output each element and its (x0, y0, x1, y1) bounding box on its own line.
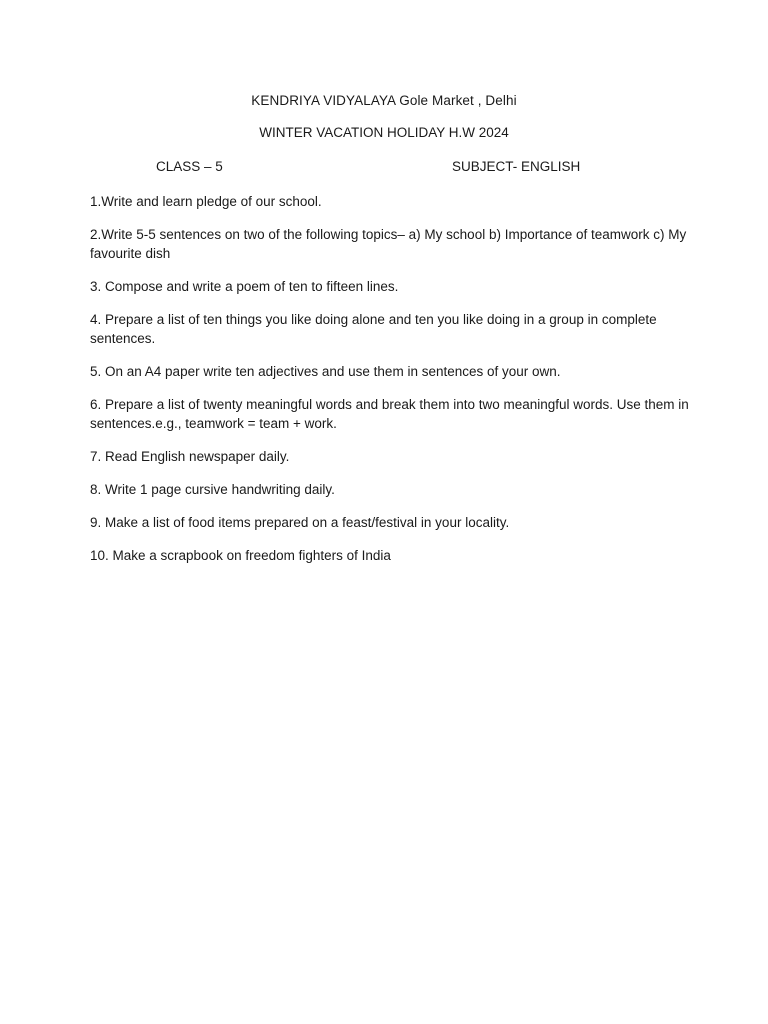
task-item: 9. Make a list of food items prepared on a feast/festival in your locality. (90, 515, 510, 530)
task-item: 8. Write 1 page cursive handwriting daily. (90, 482, 335, 497)
task-item: 2.Write 5-5 sentences on two of the following topics– a) My school b) Importance of teamwork c) My favourite dish (90, 227, 687, 261)
task-item: 6. Prepare a list of twenty meaningful words and break them into two meaningful words. Use them in sentences.e.g., teamwork = team + work. (90, 397, 689, 431)
task-item: 4. Prepare a list of ten things you like doing alone and ten you like doing in a group in complete sentences. (90, 312, 657, 346)
subject-label: SUBJECT- ENGLISH (452, 159, 581, 174)
homework-title: WINTER VACATION HOLIDAY H.W 2024 (259, 125, 509, 140)
task-list (90, 192, 690, 579)
task-item: 3. Compose and write a poem of ten to fifteen lines. (90, 279, 399, 294)
task-item: 1.Write and learn pledge of our school. (90, 194, 322, 209)
task-item: 7. Read English newspaper daily. (90, 449, 290, 464)
task-item: 5. On an A4 paper write ten adjectives and use them in sentences of your own. (90, 364, 561, 379)
class-label: CLASS – 5 (156, 159, 223, 174)
school-name-heading: KENDRIYA VIDYALAYA Gole Market , Delhi (251, 93, 517, 108)
task-item: 10. Make a scrapbook on freedom fighters of India (90, 548, 391, 563)
